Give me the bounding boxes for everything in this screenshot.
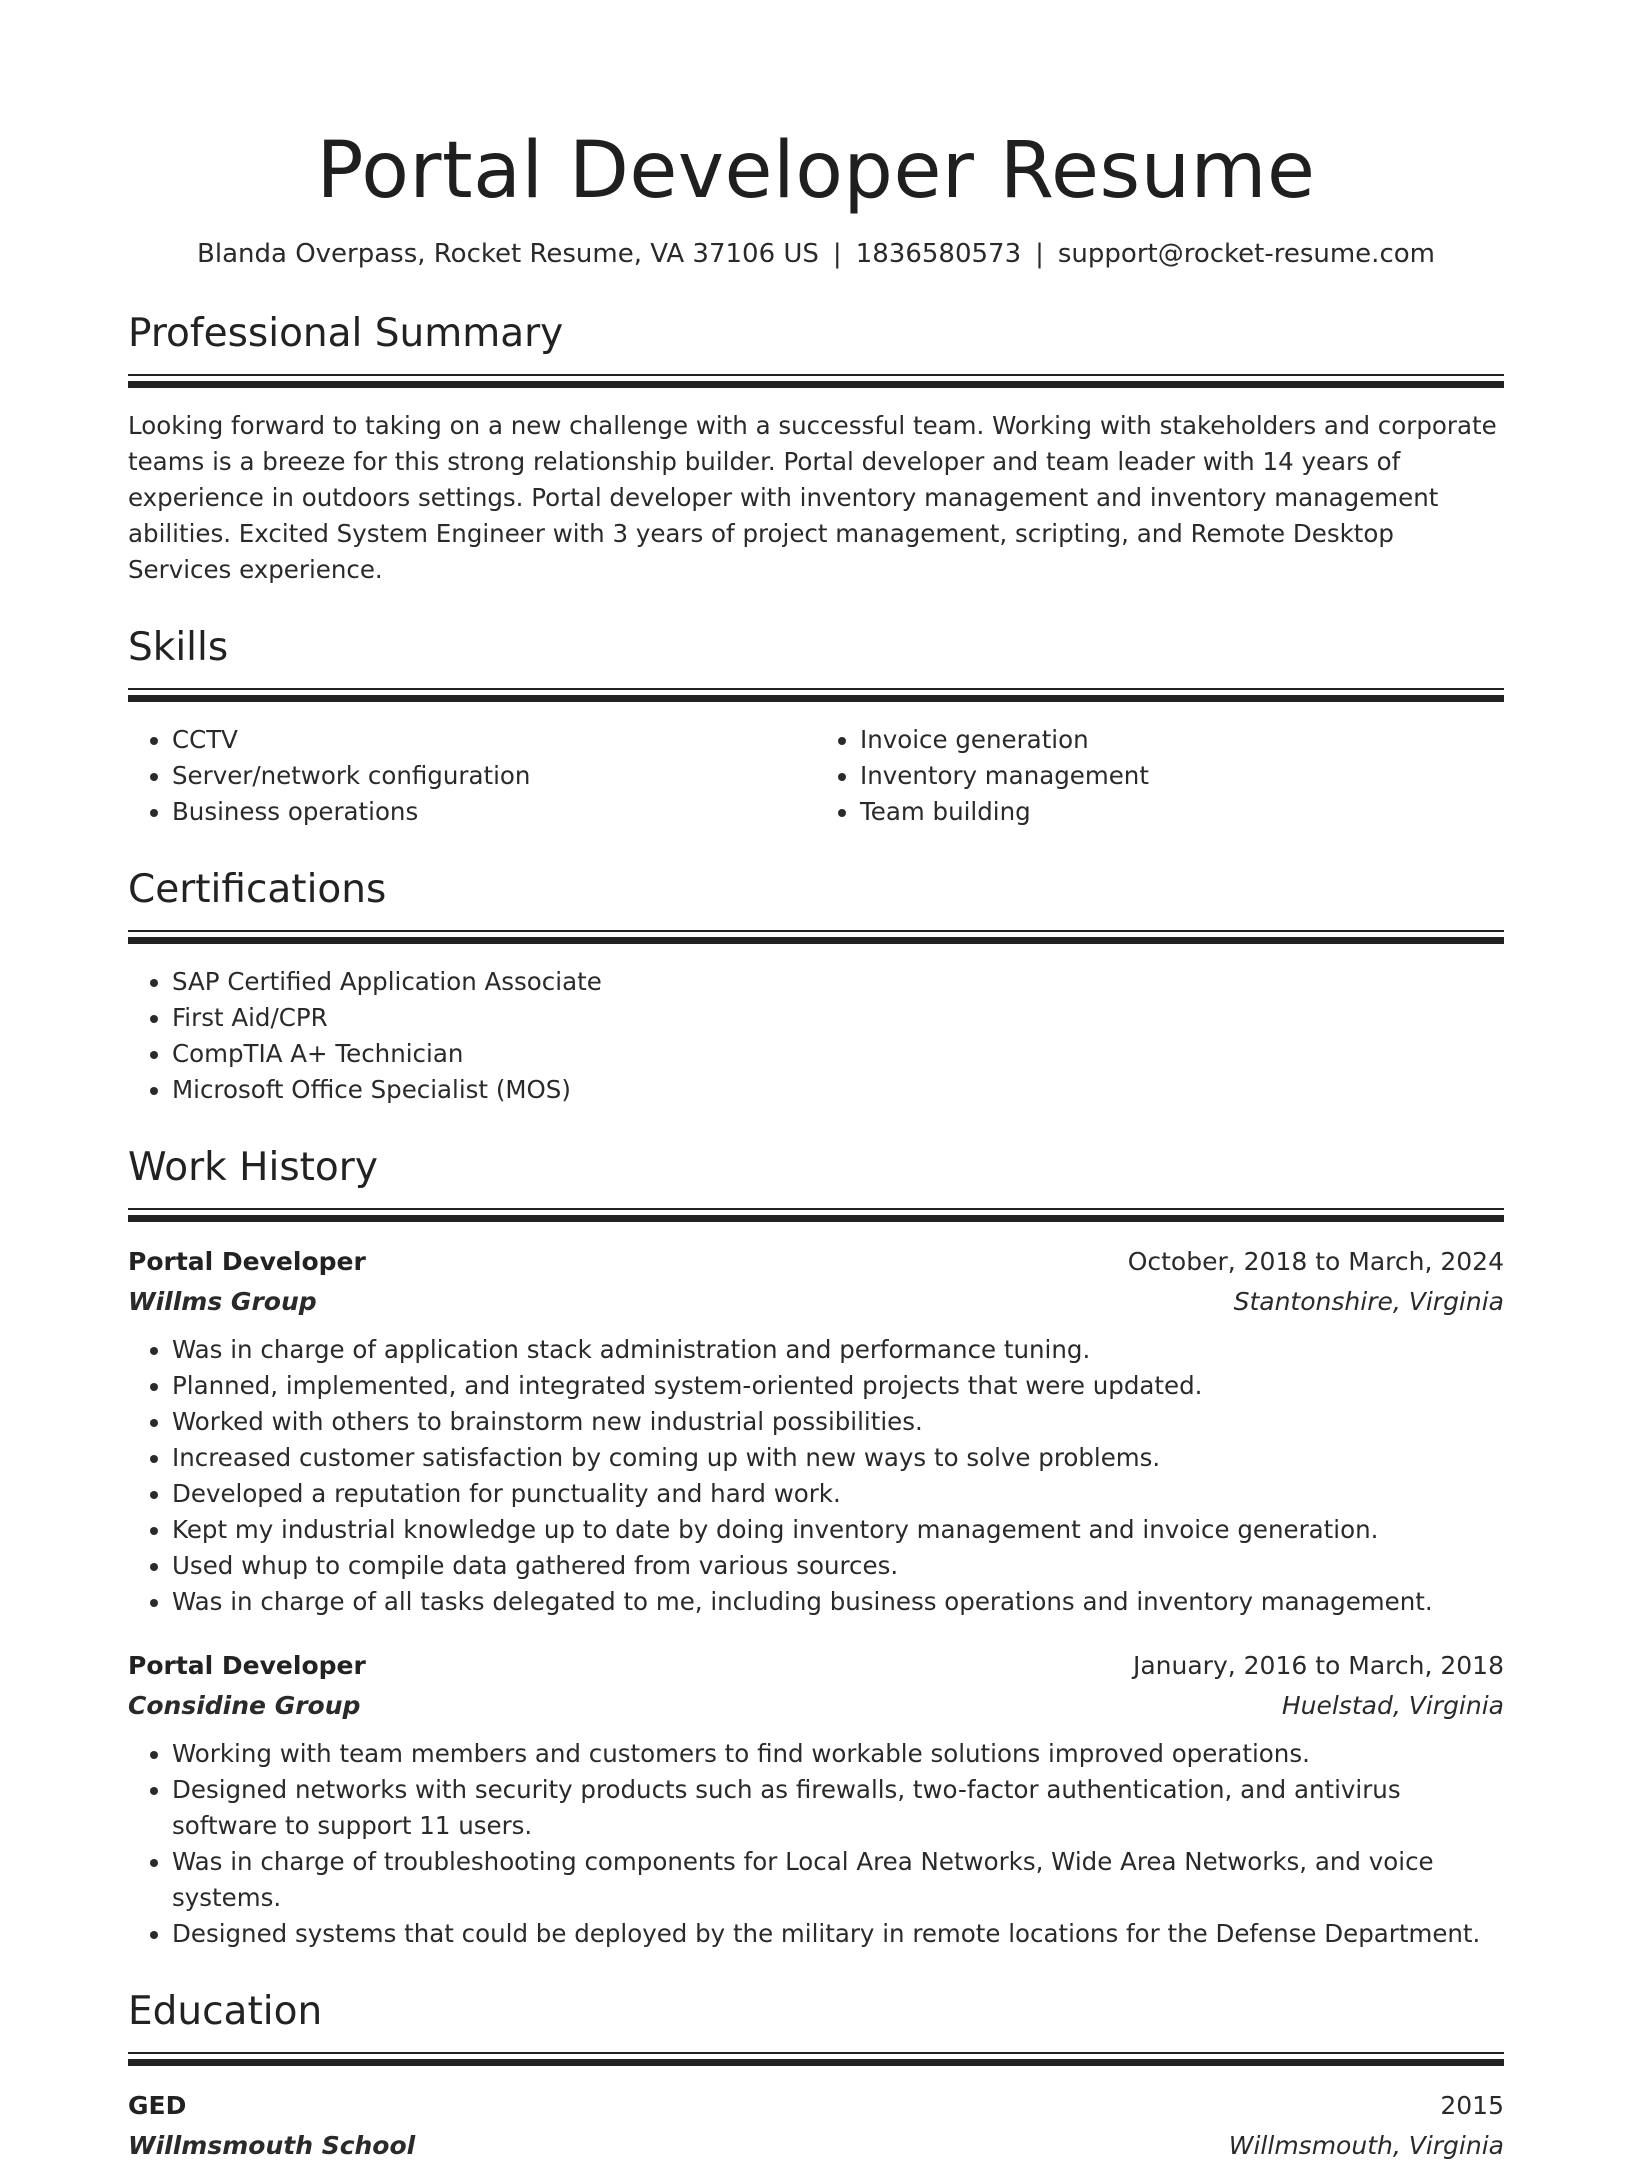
section-title-certifications: Certifications	[128, 867, 387, 912]
skill-item: • Team building	[860, 794, 1504, 830]
skill-item: • Server/network configuration	[172, 758, 816, 794]
job-dates: January, 2016 to March, 2018	[1132, 1651, 1504, 1680]
section-divider	[128, 2052, 1504, 2059]
education-school: Willmsmouth School	[128, 2131, 416, 2160]
job-location: Stantonshire, Virginia	[1233, 1287, 1504, 1316]
section-title-education: Education	[128, 1989, 323, 2034]
education-degree: GED	[128, 2091, 187, 2120]
section-work-history	[128, 1124, 1504, 1952]
job-entry	[128, 1646, 1504, 1952]
job-bullet: • Planned, implemented, and integrated system-oriented projects that were updated.	[172, 1368, 1504, 1404]
certification-item: • SAP Certified Application Associate	[172, 964, 1504, 1000]
job-bullets	[128, 1332, 1504, 1620]
section-education	[128, 1968, 1504, 2166]
section-summary	[128, 290, 1504, 588]
skill-item: • Business operations	[172, 794, 816, 830]
job-dates: October, 2018 to March, 2024	[1127, 1247, 1504, 1276]
job-bullet: • Developed a reputation for punctuality and hard work.	[172, 1476, 1504, 1512]
job-company: Considine Group	[128, 1691, 361, 1720]
skill-item: • Invoice generation	[860, 722, 1504, 758]
resume-title: Portal Developer Resume	[316, 126, 1316, 216]
section-title-summary: Professional Summary	[128, 311, 564, 356]
education-year: 2015	[1440, 2091, 1504, 2120]
certification-item: • Microsoft Office Specialist (MOS)	[172, 1072, 1504, 1108]
job-company: Willms Group	[128, 1287, 317, 1316]
section-skills	[128, 604, 1504, 830]
contact-phone: 1836580573	[855, 239, 1022, 269]
section-certifications	[128, 846, 1504, 1108]
skills-list-right	[816, 722, 1504, 830]
job-bullet: • Designed networks with security products such as firewalls, two-factor authentication, and antivirus software to support 11 users.	[172, 1772, 1504, 1844]
certifications-list	[128, 964, 1504, 1108]
job-bullets	[128, 1736, 1504, 1952]
job-bullet: • Was in charge of all tasks delegated to me, including business operations and inventory management.	[172, 1584, 1504, 1620]
section-divider	[128, 374, 1504, 381]
skills-list-left	[128, 722, 816, 830]
job-bullet: • Was in charge of troubleshooting components for Local Area Networks, Wide Area Networks, and voice systems.	[172, 1844, 1504, 1916]
education-location: Willmsmouth, Virginia	[1228, 2131, 1504, 2160]
certification-item: • First Aid/CPR	[172, 1000, 1504, 1036]
section-divider	[128, 930, 1504, 937]
contact-email: support@rocket-resume.com	[1057, 239, 1435, 269]
job-bullet: • Designed systems that could be deployed by the military in remote locations for the Defense Department.	[172, 1916, 1504, 1952]
job-title: Portal Developer	[128, 1651, 366, 1680]
section-divider	[128, 688, 1504, 695]
contact-separator: |	[1035, 239, 1044, 269]
contact-separator: |	[832, 239, 842, 269]
contact-line	[128, 234, 1504, 274]
job-bullet: • Increased customer satisfaction by coming up with new ways to solve problems.	[172, 1440, 1504, 1476]
certification-item: • CompTIA A+ Technician	[172, 1036, 1504, 1072]
section-divider	[128, 1208, 1504, 1215]
job-bullet: • Worked with others to brainstorm new industrial possibilities.	[172, 1404, 1504, 1440]
section-title-work-history: Work History	[128, 1145, 378, 1190]
job-entry	[128, 1242, 1504, 1620]
skill-item: • CCTV	[172, 722, 816, 758]
contact-address: Blanda Overpass, Rocket Resume, VA 37106 US	[197, 239, 819, 269]
job-bullet: • Was in charge of application stack administration and performance tuning.	[172, 1332, 1504, 1368]
job-bullet: • Working with team members and customers to find workable solutions improved operations.	[172, 1736, 1504, 1772]
job-location: Huelstad, Virginia	[1281, 1691, 1504, 1720]
section-title-skills: Skills	[128, 625, 229, 670]
summary-text: Looking forward to taking on a new challenge with a successful team. Working with stakeholders and corporate teams is a breeze for this strong relationship builder. Portal developer and team leader with 14 years of experience in outdoors settings. Portal developer with inventory management and inventory management abilities. Excited System Engineer with 3 years of project management, scripting, and Remote Desktop Services experience.	[128, 411, 1497, 584]
job-bullet: • Kept my industrial knowledge up to date by doing inventory management and invoice generation.	[172, 1512, 1504, 1548]
job-title: Portal Developer	[128, 1247, 366, 1276]
job-bullet: • Used whup to compile data gathered from various sources.	[172, 1548, 1504, 1584]
skill-item: • Inventory management	[860, 758, 1504, 794]
